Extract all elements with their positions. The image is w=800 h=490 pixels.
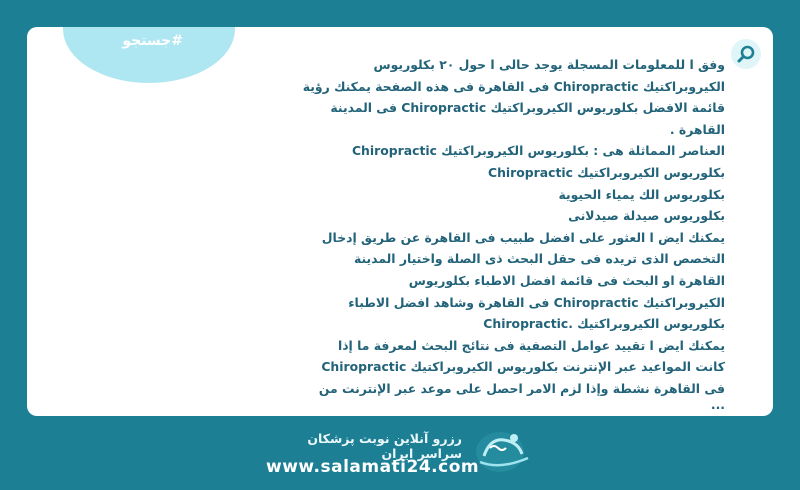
text-line: القاهرة .	[669, 121, 725, 137]
text-line: وفق ا للمعلومات المسجلة يوجد حالى ا حول ۲۰ بكلوريوس	[373, 57, 725, 72]
text-line: العناصر المماثلة هى : بكلوريوس الكيروبراكتيك Chiropractic	[351, 143, 725, 159]
salamati-logo-icon	[470, 422, 540, 480]
text-line: بكلوريوس الك يمياء الحيوية	[558, 186, 725, 202]
search-button[interactable]	[731, 39, 761, 69]
text-line: الكيروبراكتيك Chiropractic فى القاهرة فى هذه الصفحة يمكنك رؤية	[302, 78, 725, 94]
text-line: ...	[710, 399, 725, 412]
search-icon	[736, 44, 756, 64]
text-line: بكلوريوس صيدلة صيدلانى	[568, 208, 725, 224]
text-line: الكيروبراكتيك Chiropractic فى القاهرة وشاهد افضل الاطباء	[348, 294, 725, 310]
hashtag-label[interactable]: #جستجو	[122, 33, 183, 49]
info-card	[27, 27, 773, 416]
description-text	[37, 54, 725, 414]
footer-url[interactable]: www.salamati24.com	[266, 457, 480, 477]
text-line: قائمة الافضل بكلوريوس الكيروبراكتيك Chiropractic فى المدينة	[330, 100, 725, 116]
text-line: كانت المواعيد عبر الإنترنت بكلوريوس الكيروبراكتيك Chiropractic	[321, 359, 725, 375]
text-line: بكلوريوس الكيروبراكتيك Chiropractic	[487, 164, 725, 180]
text-line: يمكنك ايض ا تقييد عوامل التصفية فى نتائج البحث لمعرفة ما إذا	[337, 337, 725, 353]
text-line: التخصص الذى تريده فى حقل البحث ذى الصلة واختيار المدينة	[353, 251, 725, 267]
text-line: بكلوريوس الكيروبراكتيك .Chiropractic	[483, 316, 725, 332]
text-line: فى القاهرة نشطة وإذا لزم الامر احصل على موعد عبر الإنترنت من	[318, 380, 725, 396]
footer-tagline: رزرو آنلاین نوبت پزشکان سراسر ایران	[307, 431, 462, 461]
text-line: القاهرة او البحث فى قائمة افضل الاطباء بكلوريوس	[408, 272, 725, 288]
text-line: يمكنك ايض ا العثور على افضل طبيب فى القاهرة عن طريق إدخال	[321, 229, 725, 245]
